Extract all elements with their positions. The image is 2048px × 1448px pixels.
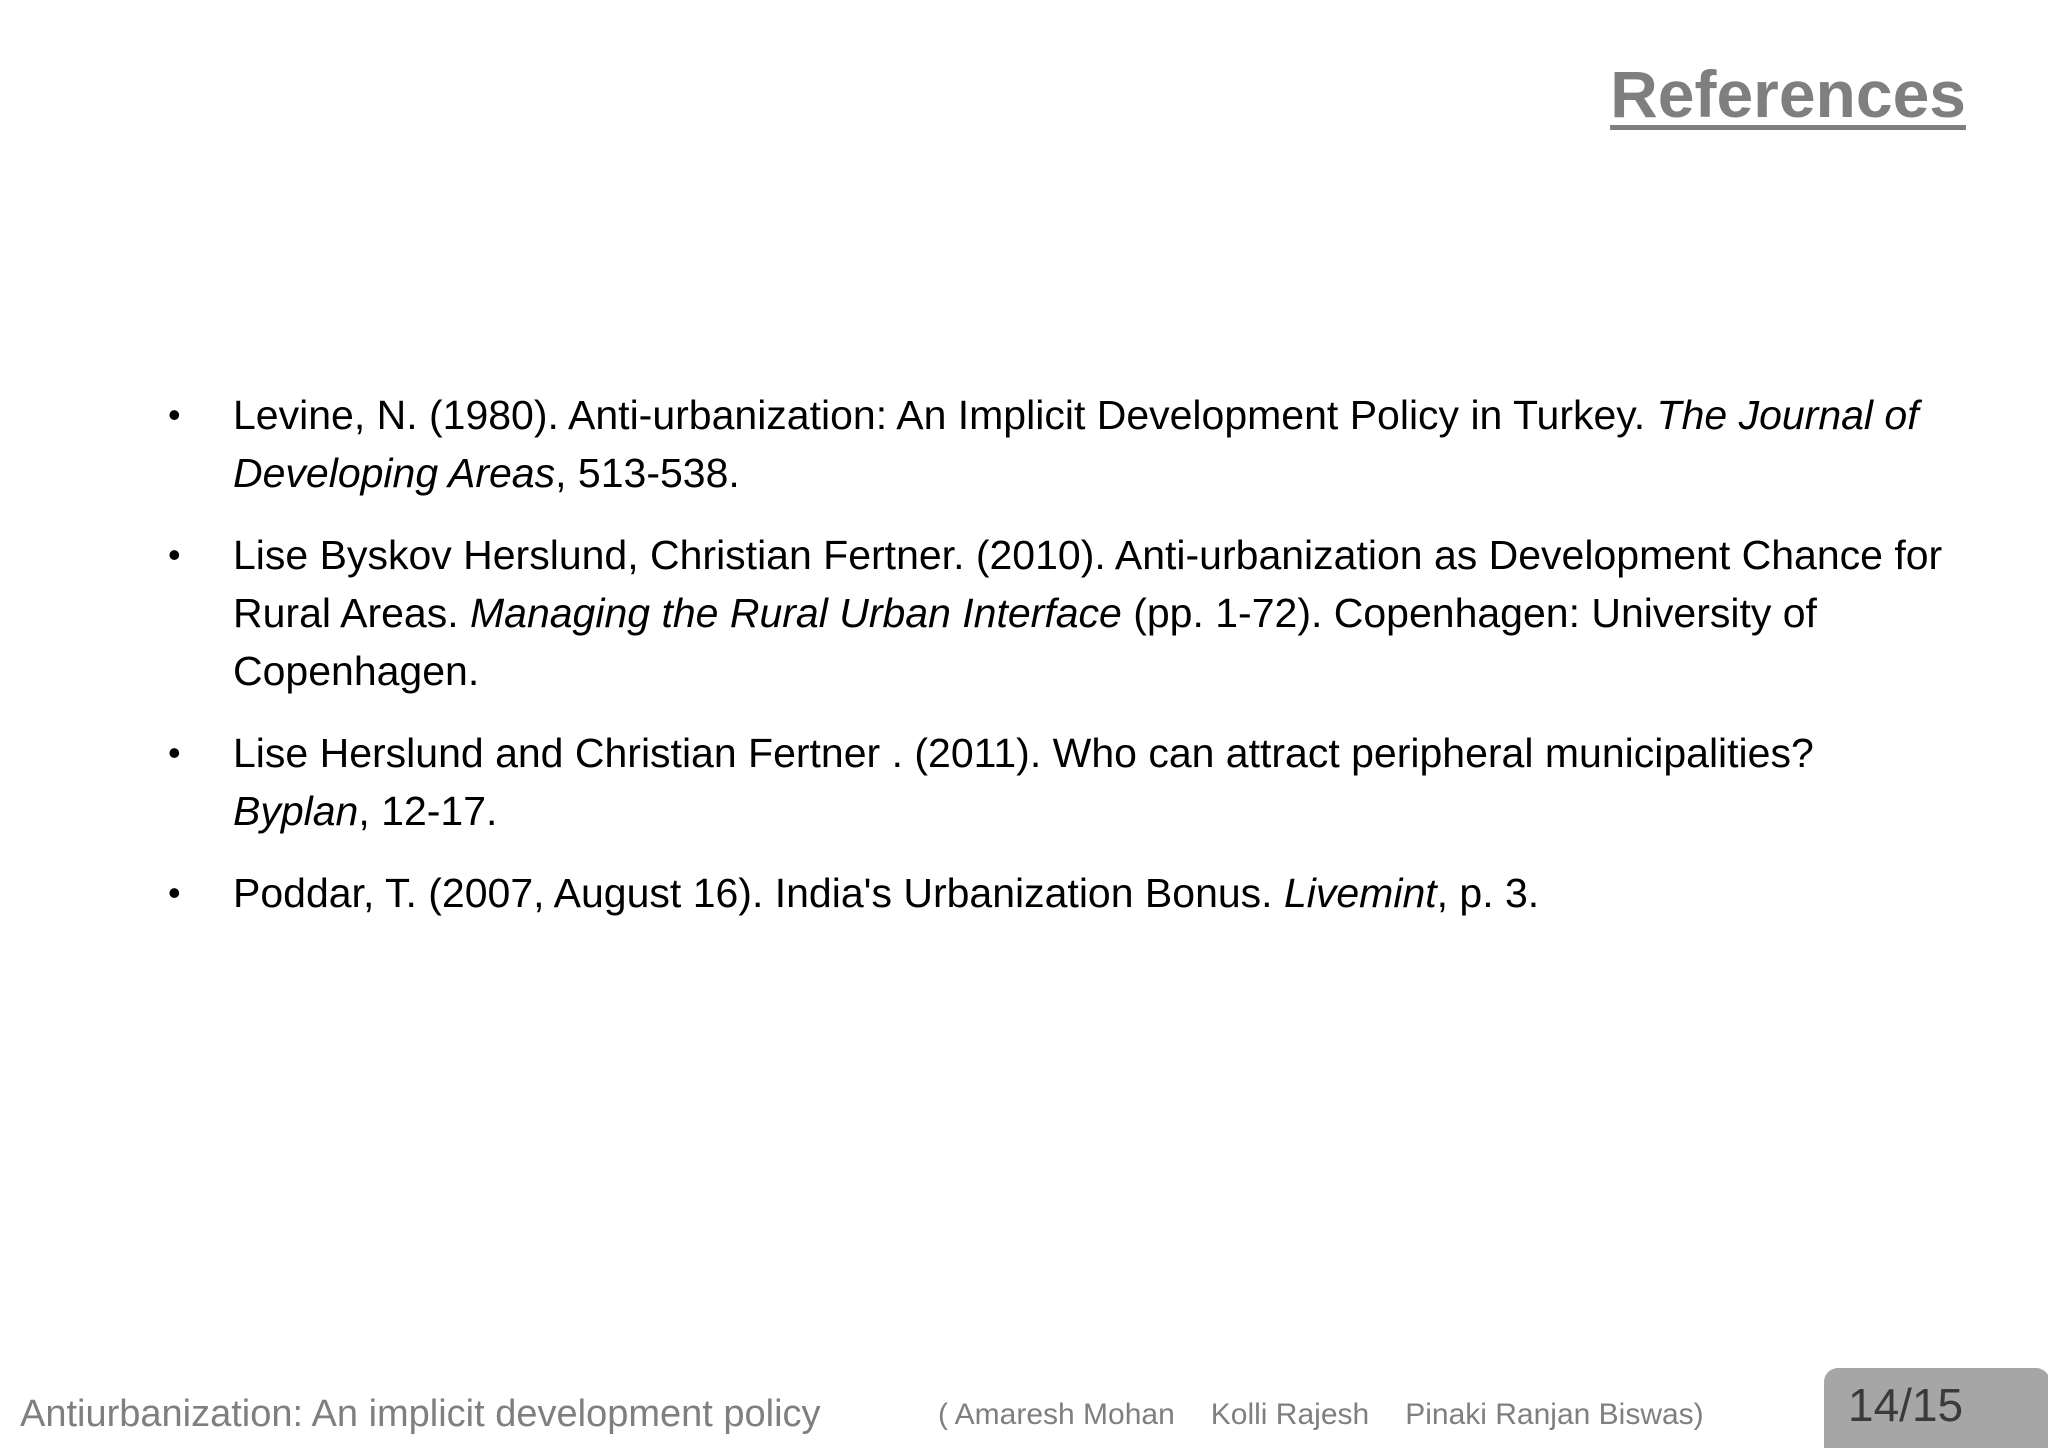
bullet: • xyxy=(168,732,181,773)
reference-item xyxy=(160,724,1960,840)
slide-title: References xyxy=(1610,57,1966,131)
footer-author-2: Kolli Rajesh xyxy=(1210,1398,1370,1431)
bullet: • xyxy=(168,394,181,435)
reference-text xyxy=(233,532,1942,694)
reference-segment: Lise Byskov Herslund, Christian Fertner. (2010). Anti-urbanization as Development Chance for Rural Areas. xyxy=(233,532,1943,636)
reference-text xyxy=(233,730,1814,834)
reference-segment: (pp. 1-72). Copenhagen: University of Copenhagen. xyxy=(233,590,1817,694)
reference-segment: Poddar, T. (2007, August 16). India's Urbanization Bonus. xyxy=(233,870,1284,916)
reference-list xyxy=(160,386,1960,946)
footer-authors xyxy=(938,1398,1704,1432)
reference-journal: The Journal of Developing Areas xyxy=(233,392,1919,496)
reference-text xyxy=(233,870,1539,916)
reference-segment: , 12-17. xyxy=(358,788,498,834)
page-number: 14/15 xyxy=(1824,1368,2048,1448)
reference-item xyxy=(160,386,1960,502)
reference-journal: Livemint xyxy=(1283,870,1437,916)
reference-segment: , p. 3. xyxy=(1436,870,1540,916)
bullet: • xyxy=(168,872,181,913)
reference-text xyxy=(233,392,1919,496)
reference-journal: Byplan xyxy=(233,788,359,834)
reference-journal: Managing the Rural Urban Interface xyxy=(470,590,1122,636)
reference-item xyxy=(160,864,1960,922)
reference-segment: , 513-538. xyxy=(555,450,740,496)
reference-segment: Lise Herslund and Christian Fertner . (2011). Who can attract peripheral municipalities? xyxy=(233,730,1814,776)
footer-author-1: ( Amaresh Mohan xyxy=(938,1398,1175,1431)
reference-item xyxy=(160,526,1960,700)
footer-presentation-title: Antiurbanization: An implicit development policy xyxy=(20,1393,821,1435)
reference-segment: Levine, N. (1980). Anti-urbanization: An Implicit Development Policy in Turkey. xyxy=(233,392,1657,438)
bullet: • xyxy=(168,534,181,575)
footer-author-3: Pinaki Ranjan Biswas) xyxy=(1405,1398,1704,1431)
